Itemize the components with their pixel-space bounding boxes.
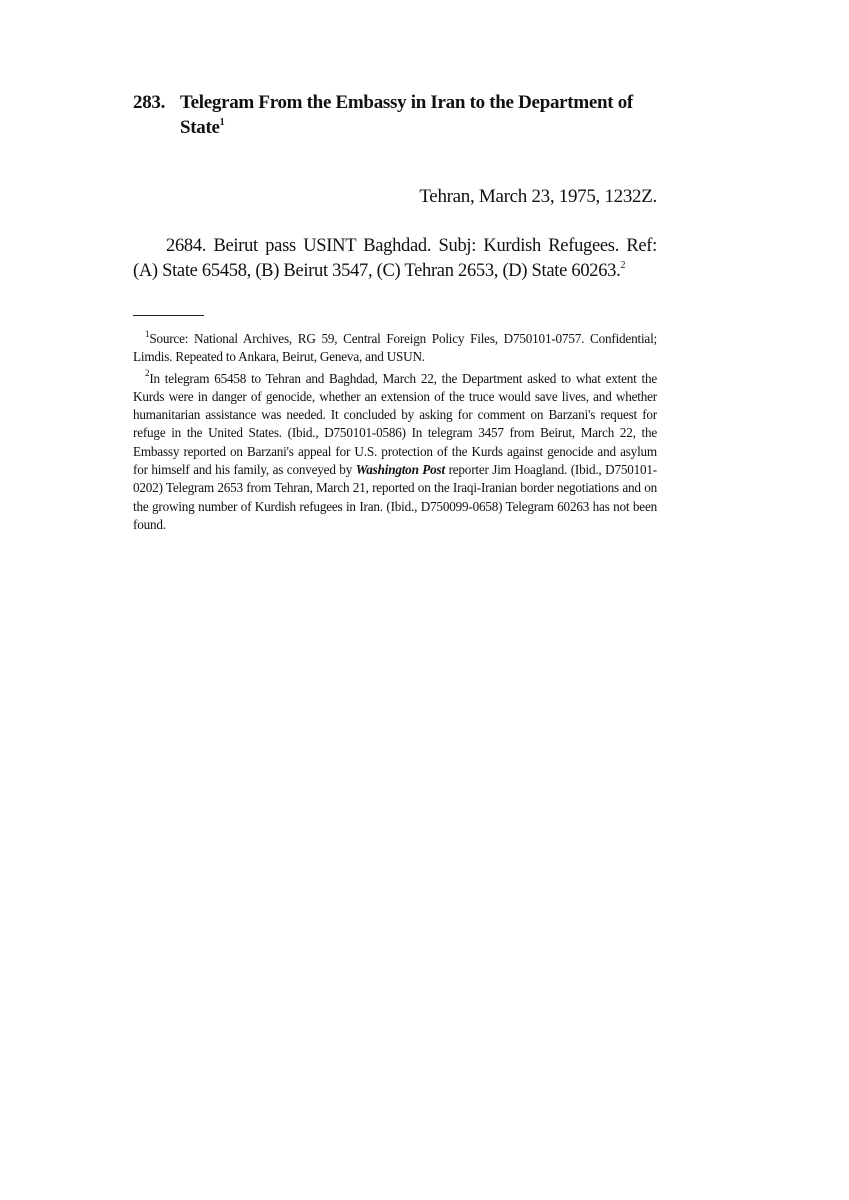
title-footnote-marker[interactable]: 1	[219, 116, 225, 128]
telegram-body	[133, 234, 657, 284]
dateline: Tehran, March 23, 1975, 1232Z.	[419, 186, 657, 207]
footnotes	[133, 330, 657, 537]
footnote-2-marker: 2	[145, 368, 150, 379]
footnote-1-marker: 1	[145, 328, 150, 339]
footnote-1	[133, 330, 657, 367]
telegram-body-text: 2684. Beirut pass USINT Baghdad. Subj: Kurdish Refugees. Ref: (A) State 65458, (B) Beirut 3547, (C) Tehran 2653, (D) State 60263.	[133, 236, 657, 281]
document-title: Telegram From the Embassy in Iran to the Department of State	[180, 92, 633, 138]
footnote-2-text-before: In telegram 65458 to Tehran and Baghdad, March 22, the Department asked to what extent the Kurds were in danger of genocide, whether an extension of the truce would save lives, and whether humanitarian assistance was needed. It concluded by asking for comment on Barzani's request for refuge in the United States. (Ibid., D750101-0586) In telegram 3457 from Beirut, March 22, the Embassy reported on Barzani's appeal for U.S. protection of the Kurds against genocide and asylum for himself and his family, as conveyed by	[133, 370, 657, 478]
footnote-2	[133, 370, 657, 535]
body-footnote-marker[interactable]: 2	[620, 259, 626, 271]
document-number: 283.	[133, 92, 166, 113]
footnote-1-text: Source: National Archives, RG 59, Central Foreign Policy Files, D750101-0757. Confidential; Limdis. Repeated to Ankara, Beirut, Geneva, and USUN.	[133, 331, 657, 365]
footnote-2-text-after: reporter Jim Hoagland. (Ibid., D750101-0202) Telegram 2653 from Tehran, March 21, reported on the Iraqi-Iranian border negotiations and on the growing number of Kurdish refugees in Iran. (Ibid., D750099-0658) Telegram 60263 has not been found.	[133, 462, 658, 532]
document-title-block	[180, 90, 663, 140]
footnote-divider	[133, 315, 204, 316]
footnote-2-publication: Washington Post	[355, 462, 445, 478]
document-heading	[133, 90, 663, 140]
